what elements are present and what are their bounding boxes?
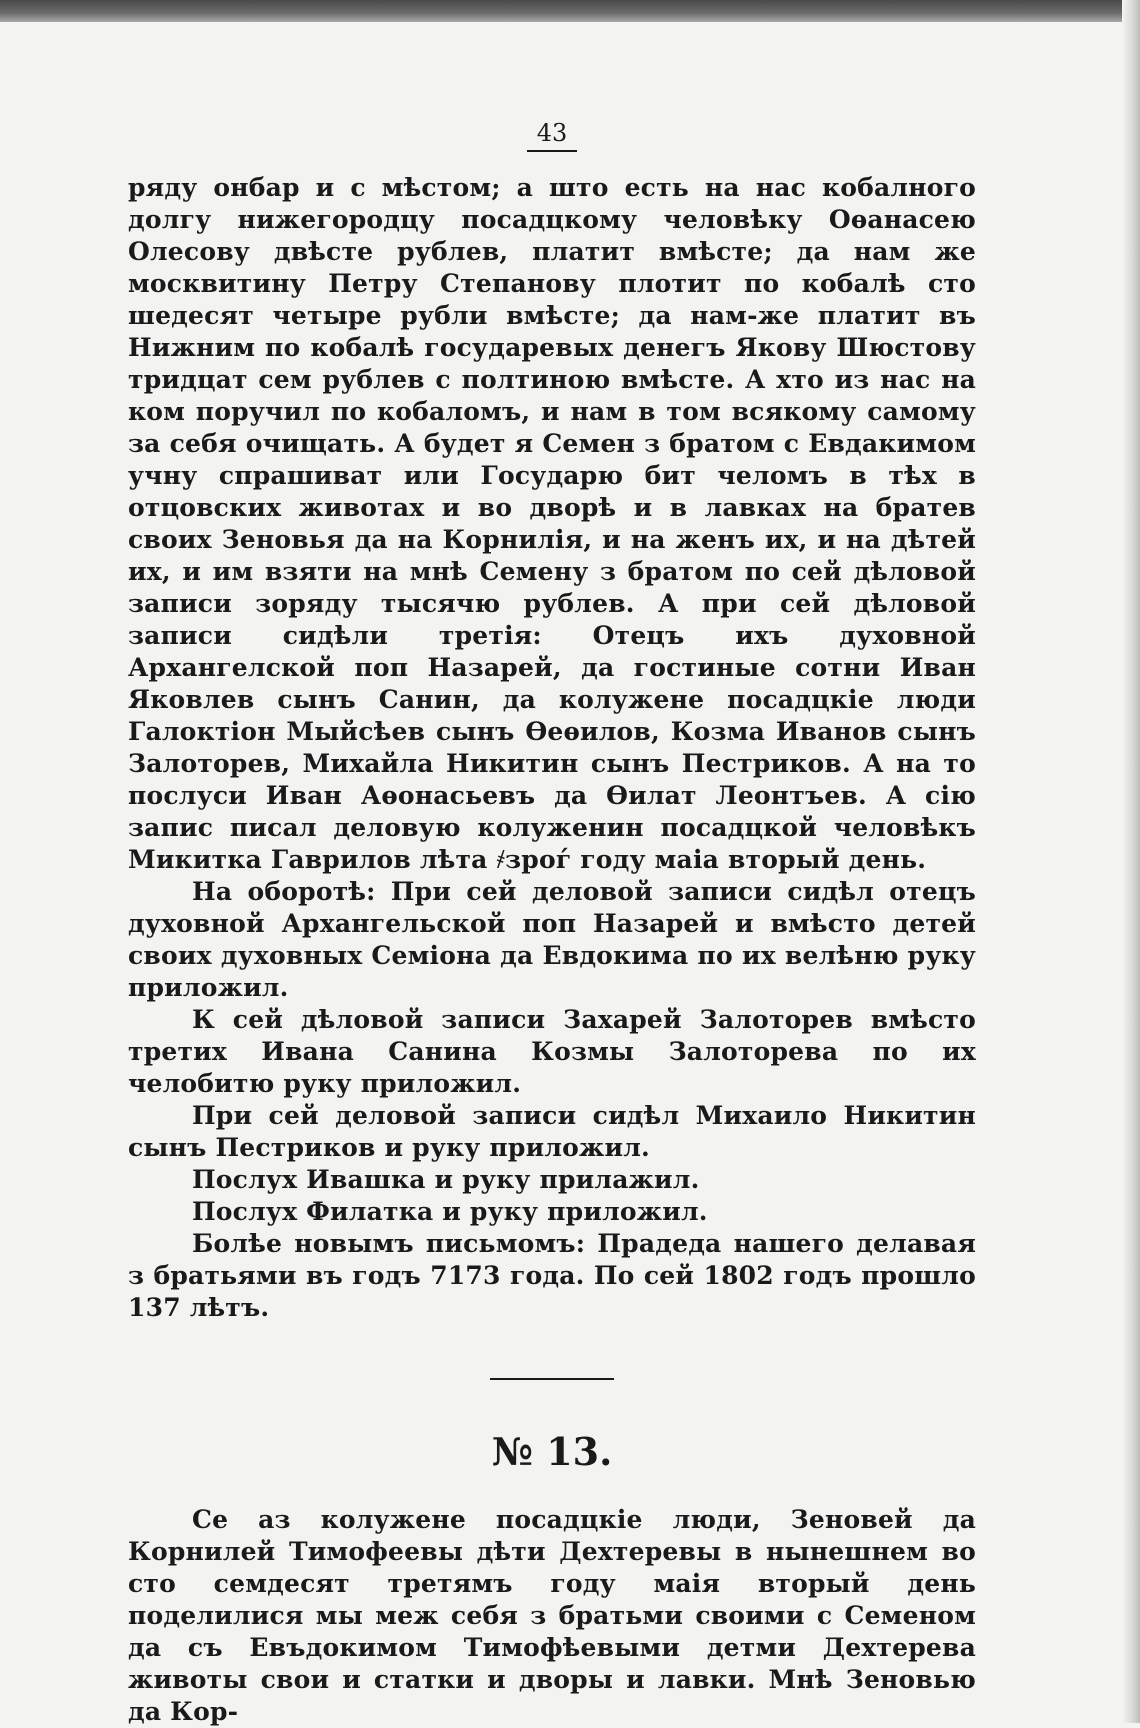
paragraph-record-text: ряду онбар и с мѣстом; а што есть на нас кобалного долгу нижегородцу посадцкому человѣку Оѳанасею Олесову двѣсте рублев, платит вмѣсте; да нам же москвитину Петру Степанову плотит по кобалѣ сто шедесят четыре рубли вмѣсте; да нам-же платит въ Нижним по кобалѣ государевых денегъ Якову Шюстову тридцат сем рублев с полтиною вмѣсте. А хто из нас на ком поручил по кобаломъ, и нам в том всякому самому за себя очищать. А будет я Семен з братом с Евдакимом учну спрашиват или Государю бит челомъ в тѣх в отцовских животах и во дворѣ и в лавках на братев своих Зеновья да на Корнилія, и на женъ их, и на дѣтей их, и им взяти на мнѣ Семену з братом по сей дѣловой записи зоряду тысячю рублев. А при сей дѣловой записи сидѣли третія: Отецъ ихъ духовной Архангелской поп Назарей, да гостиные сотни Иван Яковлев сынъ Санин, да колужене посадцкіе люди Галоктіон Мыйсѣев сынъ Ѳеѳилов, Козма Иванов сынъ Залоторев, Михайла Никитин сынъ Пестриков. А на то послуси Иван Аѳонасьевъ да Ѳилат Леонтъев. А сію запис писал деловую колуженин посадцкой человѣкъ Микитка Гаврилов лѣта ҂зроѓ году маіа вторый день. — [128, 173, 976, 874]
document-page — [128, 118, 976, 1728]
paragraph-section-13: Се аз колужене посадцкіе люди, Зеновей да Корнилей Тимофеевы дѣти Дехтеревы в нынешнем во сто семдесят третямъ году маія вторый день поделилися мы меж себя з братьми своими с Семеном да съ Евъдокимом Тимофѣевыми детми Дехтерева животы свои и статки и дворы и лавки. Мнѣ Зеновью да Кор- — [128, 1505, 976, 1726]
paragraph-ivashka-witness: Послух Ивашка и руку прилажил. — [192, 1165, 700, 1194]
section-body — [128, 1504, 976, 1728]
scan-page-gutter — [1122, 0, 1140, 1723]
section-heading: № 13. — [491, 1429, 613, 1474]
scan-top-edge — [0, 0, 1140, 22]
page-number: 43 — [128, 118, 976, 150]
section-divider — [490, 1378, 614, 1380]
paragraph-zakharey-signature: К сей дѣловой записи Захарей Залоторев вмѣсто третих Ивана Санина Козмы Залоторева по их челобитю руку приложил. — [128, 1005, 976, 1098]
paragraph-later-note: Болѣе новымъ письмомъ: Прадеда нашего делавая з братьями въ годъ 7173 года. По сей 1802 годъ прошло 137 лѣтъ. — [128, 1229, 976, 1322]
paragraph-filatka-witness: Послух Филатка и руку приложил. — [192, 1197, 708, 1226]
document-body — [128, 172, 976, 1324]
paragraph-reverse-side: На оборотѣ: При сей деловой записи сидѣл отецъ духовной Архангельской поп Назарей и вмѣсто детей своих духовных Семіона да Евдокима по их велѣню руку приложил. — [128, 877, 976, 1002]
paragraph-mikhailo-signature: При сей деловой записи сидѣл Михаило Никитин сынъ Пестриков и руку приложил. — [128, 1101, 976, 1162]
